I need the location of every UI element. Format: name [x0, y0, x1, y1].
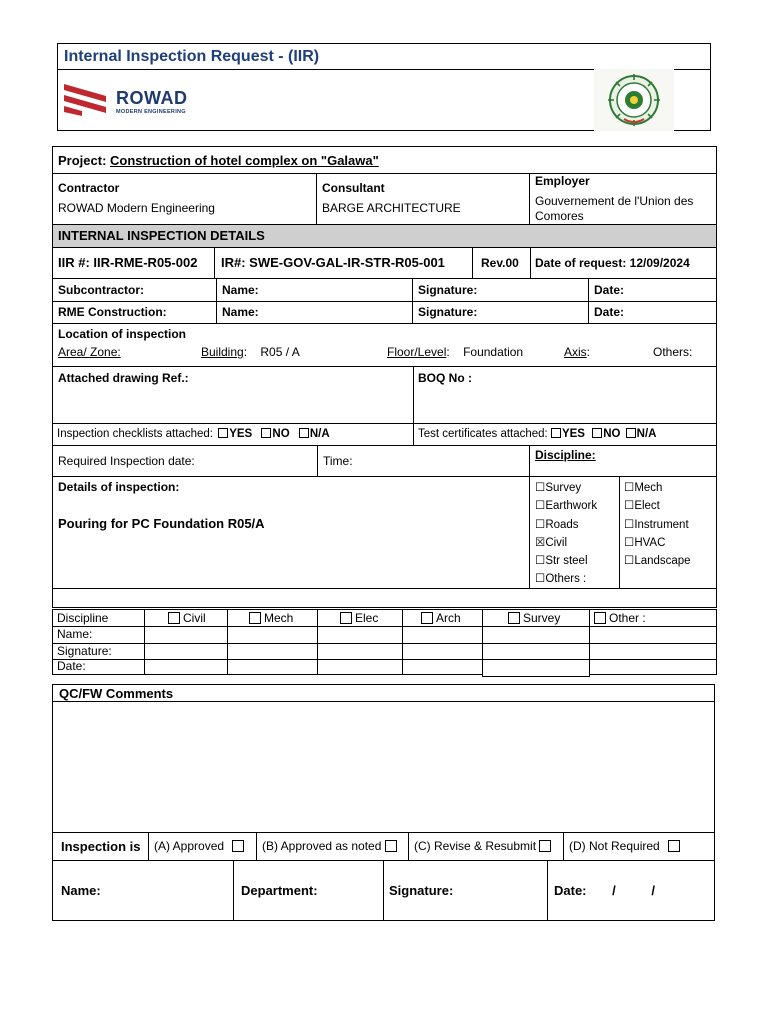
employer-value-line2: Comores [535, 209, 584, 223]
qc-comments-area[interactable] [53, 702, 714, 832]
col-survey: Survey [505, 611, 560, 625]
rme-name-label: Name: [222, 305, 259, 319]
discipline-col1-item[interactable] [535, 516, 619, 534]
section-title: INTERNAL INSPECTION DETAILS [58, 228, 265, 243]
rme-date-label: Date: [594, 305, 625, 319]
discipline-col1-item-label: Earthwork [545, 500, 598, 513]
col-arch: Arch [418, 611, 461, 625]
row-date-label: Date: [57, 659, 86, 673]
iir-number: IIR #: IIR-RME-R05-002 [58, 255, 198, 270]
result-revise-resubmit: (C) Revise & Resubmit [414, 839, 554, 853]
approved-as-noted-checkbox[interactable] [385, 840, 397, 852]
discipline-list-1 [535, 479, 619, 589]
other-checkbox[interactable] [594, 612, 606, 624]
consultant-label: Consultant [322, 181, 385, 195]
discipline-col1-item-label: Survey [545, 482, 582, 494]
test-yes-checkbox[interactable] [551, 428, 561, 438]
col-elec: Elec [337, 611, 378, 625]
discipline-col1-item-label: Civil [545, 536, 568, 549]
consultant-value: BARGE ARCHITECTURE [322, 201, 461, 215]
floor-field: Floor/Level: Foundation [387, 345, 524, 359]
discipline-col1-item[interactable] [535, 570, 619, 588]
discipline-sign-table [52, 609, 717, 675]
others-label: Others: [653, 345, 693, 359]
arch-checkbox[interactable] [421, 612, 433, 624]
project-label: Project: [58, 153, 107, 168]
discipline-col2-checkbox-icon[interactable]: ☐ [624, 482, 635, 494]
discipline-col1-item[interactable] [535, 479, 619, 497]
discipline-col1-item-label: Roads [545, 518, 579, 531]
footer-signature-label: Signature: [389, 883, 454, 898]
rowad-logo [62, 82, 212, 122]
discipline-col1-checkbox-icon[interactable]: ☐ [535, 555, 546, 568]
discipline-col2-item[interactable] [624, 534, 716, 552]
rowad-chevron-icon [62, 82, 108, 118]
subcontractor-signature-label: Signature: [418, 283, 478, 297]
footer-department-label: Department: [241, 883, 318, 898]
discipline-col1-checkbox-icon[interactable]: ☐ [535, 518, 546, 531]
attached-drawing-label: Attached drawing Ref.: [58, 371, 189, 385]
government-seal [594, 69, 674, 131]
time-label: Time: [323, 454, 353, 468]
discipline-col2-checkbox-icon[interactable]: ☐ [624, 500, 635, 513]
discipline-col2-item[interactable] [624, 479, 716, 497]
inspection-is-label: Inspection is [61, 839, 141, 854]
discipline-col1-checkbox-icon[interactable]: ☒ [535, 536, 546, 549]
discipline-col2-item[interactable] [624, 552, 716, 570]
employer-label: Employer [535, 174, 590, 188]
discipline-col2-checkbox-icon[interactable]: ☐ [624, 555, 635, 568]
discipline-col1-checkbox-icon[interactable]: ☐ [535, 573, 546, 586]
ir-number: IR#: SWE-GOV-GAL-IR-STR-R05-001 [221, 255, 445, 270]
building-field: Building: R05 / A [201, 345, 300, 359]
discipline-col2-item-label: Elect [634, 500, 660, 513]
discipline-label: Discipline: [535, 448, 596, 462]
qc-section [52, 684, 715, 921]
discipline-col2-item-label: Mech [634, 482, 663, 494]
rme-signature-label: Signature: [418, 305, 478, 319]
elec-checkbox[interactable] [340, 612, 352, 624]
contractor-label: Contractor [58, 181, 120, 195]
subcontractor-name-label: Name: [222, 283, 259, 297]
seal-emblem-icon [594, 69, 674, 131]
discipline-col1-checkbox-icon[interactable]: ☐ [535, 482, 546, 494]
subcontractor-label: Subcontractor: [58, 283, 145, 297]
building-value: R05 / A [260, 345, 300, 359]
area-zone-label: Area/ Zone: [58, 345, 121, 359]
form-title: Internal Inspection Request - (IIR) [64, 48, 320, 65]
discipline-header-label: Discipline [57, 611, 109, 625]
inspection-form [52, 146, 717, 608]
result-approved-as-noted: (B) Approved as noted [262, 839, 400, 853]
discipline-col1-item[interactable] [535, 552, 619, 570]
discipline-col1-item-label: Others : [545, 573, 587, 586]
revise-resubmit-checkbox[interactable] [539, 840, 551, 852]
discipline-col1-checkbox-icon[interactable]: ☐ [535, 500, 546, 513]
rme-construction-label: RME Construction: [58, 305, 167, 319]
discipline-col1-item-label: Str steel [545, 555, 588, 568]
required-inspection-date-label: Required Inspection date: [58, 454, 195, 468]
approved-checkbox[interactable] [232, 840, 244, 852]
row-signature-label: Signature: [57, 644, 112, 658]
discipline-col2-item-label: Instrument [634, 518, 689, 531]
location-title: Location of inspection [58, 327, 186, 341]
test-no-checkbox[interactable] [592, 428, 602, 438]
boq-label: BOQ No : [418, 371, 472, 385]
row-name-label: Name: [57, 627, 93, 641]
col-civil: Civil [165, 611, 206, 625]
not-required-checkbox[interactable] [668, 840, 680, 852]
col-mech: Mech [246, 611, 293, 625]
subcontractor-date-label: Date: [594, 283, 625, 297]
discipline-col2-checkbox-icon[interactable]: ☐ [624, 536, 635, 549]
project-row [58, 153, 379, 168]
discipline-col2-item-label: HVAC [634, 536, 666, 549]
contractor-value: ROWAD Modern Engineering [58, 201, 215, 215]
discipline-col1-item[interactable] [535, 534, 619, 552]
test-na-checkbox[interactable] [626, 428, 636, 438]
building-label: Building [201, 345, 244, 359]
discipline-col2-item[interactable] [624, 516, 716, 534]
floor-value: Foundation [463, 345, 524, 359]
discipline-col2-item[interactable] [624, 497, 716, 515]
rowad-brand: ROWAD [116, 88, 188, 108]
axis-field: Axis: [564, 345, 591, 359]
checklists-attached: Inspection checklists attached: YES NO N/A [57, 428, 330, 440]
discipline-col1-item[interactable] [535, 497, 619, 515]
result-not-required: (D) Not Required [569, 839, 683, 853]
result-approved: (A) Approved [154, 839, 247, 853]
date-of-request: Date of request: 12/09/2024 [535, 256, 690, 270]
discipline-col2-checkbox-icon[interactable]: ☐ [624, 518, 635, 531]
col-other: Other : [591, 611, 646, 625]
employer-value-line1: Gouvernement de l'Union des [535, 194, 694, 208]
footer-date-label: Date: / / [554, 883, 656, 898]
test-certificates-attached: Test certificates attached: YES NO N/A [418, 428, 657, 440]
floor-label: Floor/Level [387, 345, 447, 359]
checklists-na-checkbox[interactable] [299, 428, 309, 438]
form-header [57, 43, 711, 131]
revision: Rev.00 [481, 256, 519, 270]
mech-checkbox[interactable] [249, 612, 261, 624]
rowad-subtitle: MODERN ENGINEERING [116, 109, 186, 115]
checklists-yes-checkbox[interactable] [218, 428, 228, 438]
details-value: Pouring for PC Foundation R05/A [58, 516, 265, 531]
details-label: Details of inspection: [58, 480, 180, 494]
checklists-no-checkbox[interactable] [261, 428, 271, 438]
civil-checkbox[interactable] [168, 612, 180, 624]
discipline-col2-item-label: Landscape [634, 555, 691, 568]
survey-checkbox[interactable] [508, 612, 520, 624]
qc-title: QC/FW Comments [59, 686, 174, 701]
project-value: Construction of hotel complex on "Galawa" [110, 153, 379, 168]
axis-label: Axis [564, 345, 587, 359]
footer-name-label: Name: [61, 883, 101, 898]
discipline-list-2 [624, 479, 716, 570]
